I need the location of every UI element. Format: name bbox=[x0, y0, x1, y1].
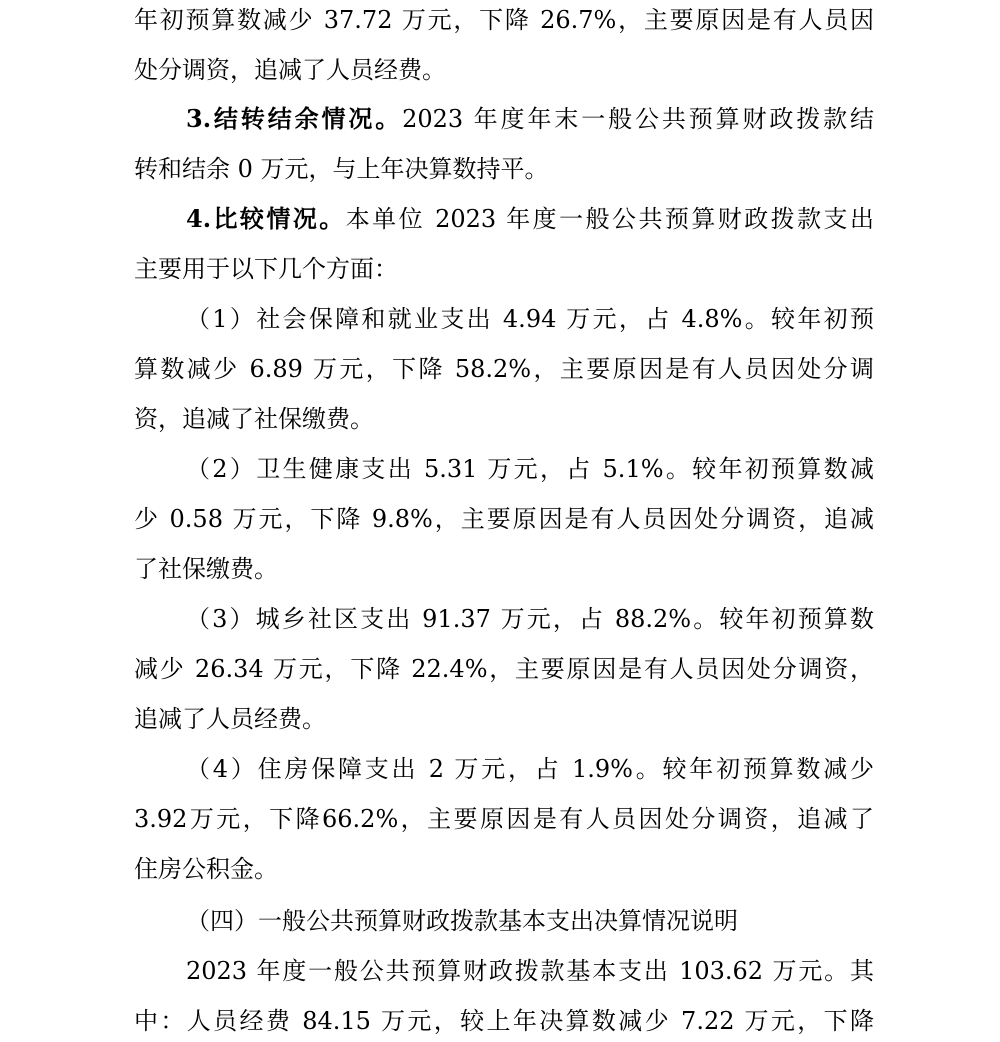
section-comparison bbox=[134, 201, 874, 237]
paragraph-line-2: 处分调资，追减了人员经费。 bbox=[134, 56, 446, 84]
comparison-text: 本单位 2023 年度一般公共预算财政拨款支出 bbox=[345, 205, 874, 233]
item-3-line-3: 追减了人员经费。 bbox=[134, 705, 326, 733]
item-1-line-2: 算数减少 6.89 万元，下降 58.2%，主要原因是有人员因处分调 bbox=[134, 355, 874, 383]
item-2-line-2: 少 0.58 万元，下降 9.8%，主要原因是有人员因处分调资，追减 bbox=[134, 505, 874, 533]
item-2-line-1: （2）卫生健康支出 5.31 万元，占 5.1%。较年初预算数减 bbox=[186, 455, 874, 483]
item-2-line-3: 了社保缴费。 bbox=[134, 555, 278, 583]
item-4-line-3: 住房公积金。 bbox=[134, 855, 278, 883]
paragraph-line-1: 年初预算数减少 37.72 万元，下降 26.7%，主要原因是有人员因 bbox=[134, 6, 874, 34]
item-1-line-3: 资，追减了社保缴费。 bbox=[134, 405, 374, 433]
section-carryover bbox=[134, 101, 874, 137]
item-1-line-1: （1）社会保障和就业支出 4.94 万元，占 4.8%。较年初预 bbox=[186, 305, 874, 333]
section-heading-basic-expenditure: （四）一般公共预算财政拨款基本支出决算情况说明 bbox=[186, 907, 738, 935]
paragraph-line-carryover-2: 转和结余 0 万元，与上年决算数持平。 bbox=[134, 155, 549, 183]
item-3-line-2: 减少 26.34 万元，下降 22.4%，主要原因是有人员因处分调资， bbox=[134, 655, 874, 683]
paragraph-line-comparison-2: 主要用于以下几个方面： bbox=[134, 255, 398, 283]
basic-expenditure-line-1: 2023 年度一般公共预算财政拨款基本支出 103.62 万元。其 bbox=[186, 957, 874, 985]
item-4-line-1: （4）住房保障支出 2 万元，占 1.9%。较年初预算数减少 bbox=[186, 755, 874, 783]
basic-expenditure-line-2: 中：人员经费 84.15 万元，较上年决算数减少 7.22 万元，下降 bbox=[134, 1007, 874, 1035]
item-4-line-2: 3.92万元，下降66.2%，主要原因是有人员因处分调资，追减了 bbox=[134, 805, 874, 833]
section-heading-comparison: 4.比较情况。 bbox=[186, 204, 346, 233]
carryover-text: 2023 年度年末一般公共预算财政拨款结 bbox=[402, 105, 874, 133]
section-heading-carryover: 3.结转结余情况。 bbox=[186, 104, 403, 133]
item-3-line-1: （3）城乡社区支出 91.37 万元，占 88.2%。较年初预算数 bbox=[186, 605, 874, 633]
